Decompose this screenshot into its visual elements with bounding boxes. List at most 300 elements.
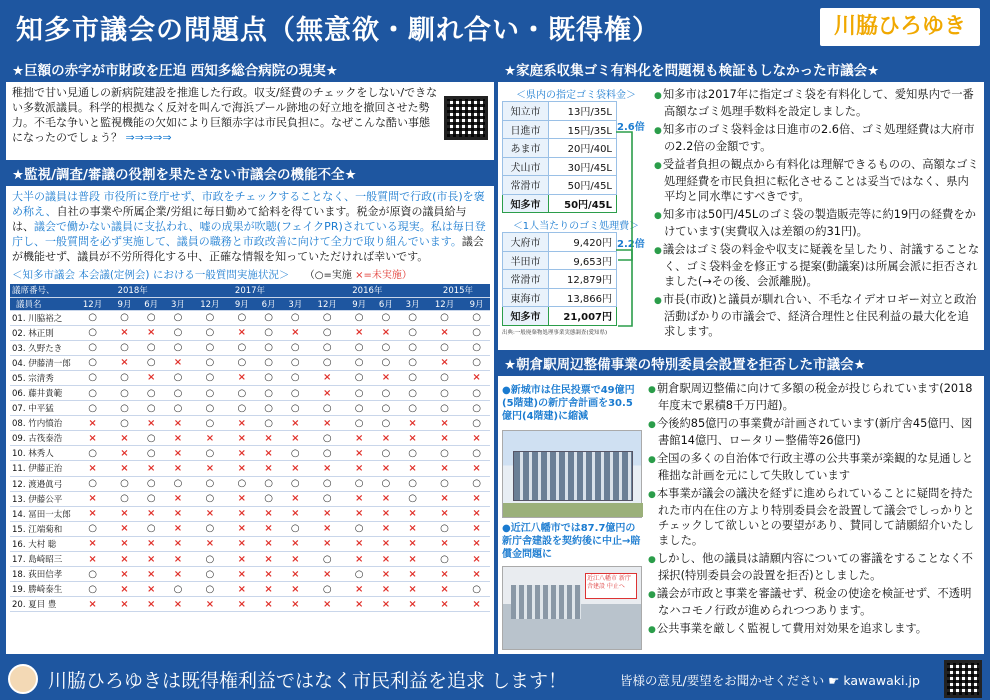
hospital-text: 稚拙で甘い見通しの新病院建設を推進した行政。収支/経費のチェックをしない/できない多数派議員。科学的根拠なく反対を叫んで海浜プール跡地の好立地を撤回させた勢力。不毛な争いと監視機能の欠如により巨額赤字は市民負担に。なぜこんな酷い事態になったのでしょう？	[12, 86, 438, 144]
mark-done: ○	[463, 385, 490, 400]
table-year-row	[10, 284, 490, 297]
mark-not-done: ×	[309, 597, 346, 612]
mark-done: ○	[463, 340, 490, 355]
bullet-item: ● 知多市のゴミ袋料金は日進市の2.6倍、ゴミ処理経費は大府市の2.2倍の金額です。	[654, 122, 980, 154]
mark-done: ○	[426, 476, 463, 491]
mark-not-done: ×	[255, 521, 282, 536]
section-garbage	[498, 60, 984, 350]
mark-done: ○	[255, 385, 282, 400]
mark-done: ○	[463, 582, 490, 597]
mark-not-done: ×	[138, 370, 165, 385]
section-station-title: ★朝倉駅周辺整備事業の特別委員会設置を拒否した市議会★	[498, 354, 984, 376]
price-value: 15円/35L	[549, 120, 617, 139]
mark-done: ○	[282, 355, 309, 370]
mark-done: ○	[309, 401, 346, 416]
mark-not-done: ×	[138, 506, 165, 521]
mark-not-done: ×	[463, 552, 490, 567]
mark-done: ○	[165, 310, 192, 325]
mark-not-done: ×	[426, 567, 463, 582]
year-header: 2018年	[74, 284, 191, 297]
mark-not-done: ×	[165, 355, 192, 370]
member-name: 06. 藤井貴範	[10, 385, 74, 400]
member-name: 03. 久野たき	[10, 340, 74, 355]
bullet-item: ● 市長(市政)と議員が馴れ合い、不毛なイデオロギー対立と政治活動ばかりの市議会で、経済合理性と住民利益の最大化を追求します。	[654, 292, 980, 339]
section-council	[6, 164, 494, 654]
mark-done: ○	[191, 325, 228, 340]
mark-done: ○	[191, 446, 228, 461]
mark-not-done: ×	[228, 552, 255, 567]
mark-not-done: ×	[463, 370, 490, 385]
mark-done: ○	[309, 325, 346, 340]
mark-done: ○	[228, 340, 255, 355]
member-name: 09. 古筏泰浩	[10, 431, 74, 446]
table-row	[10, 325, 490, 340]
mark-done: ○	[346, 310, 373, 325]
city-name: 東海市	[503, 288, 549, 307]
mark-done: ○	[138, 355, 165, 370]
bullet-item: ● 朝倉駅周辺整備に向けて多額の税金が投じられています(2018年度末で累積8千万円超)。	[648, 381, 980, 413]
footer-slogan: 川脇ひろゆきは既得権利益ではなく市民利益を追求 します！	[48, 670, 568, 692]
mark-done: ○	[138, 476, 165, 491]
year-header: 2017年	[191, 284, 308, 297]
mark-not-done: ×	[426, 491, 463, 506]
mark-not-done: ×	[111, 521, 138, 536]
mark-not-done: ×	[138, 416, 165, 431]
mark-done: ○	[191, 521, 228, 536]
mark-done: ○	[346, 340, 373, 355]
mark-not-done: ×	[373, 552, 400, 567]
mark-done: ○	[255, 310, 282, 325]
mark-done: ○	[74, 567, 111, 582]
mark-not-done: ×	[228, 446, 255, 461]
mark-done: ○	[228, 476, 255, 491]
table-caption	[6, 264, 494, 284]
garbage-bullets	[654, 87, 980, 342]
mark-done: ○	[346, 416, 373, 431]
mark-not-done: ×	[309, 416, 346, 431]
table-row	[10, 370, 490, 385]
mark-not-done: ×	[346, 491, 373, 506]
mark-not-done: ×	[282, 506, 309, 521]
mark-not-done: ×	[282, 536, 309, 551]
mark-done: ○	[74, 401, 111, 416]
mark-done: ○	[138, 310, 165, 325]
mark-not-done: ×	[165, 536, 192, 551]
mark-done: ○	[111, 416, 138, 431]
mark-not-done: ×	[255, 431, 282, 446]
mark-not-done: ×	[426, 506, 463, 521]
bullet-item: ● しかし、他の議員は請願内容についての審議をすることなく不採択(特別委員会の設置を拒否)としました。	[648, 551, 980, 583]
table-row	[10, 506, 490, 521]
mark-not-done: ×	[346, 552, 373, 567]
fee-row	[503, 270, 617, 289]
bullet-item: ● 議会が市政と事業を審議せず、税金の使途を検証せず、不透明なハコモノ行政が進められつつあります。	[648, 586, 980, 618]
fee-table-title: ＜県内の指定ゴミ袋料金＞	[516, 90, 636, 101]
mark-done: ○	[74, 521, 111, 536]
table-row	[10, 446, 490, 461]
mark-done: ○	[309, 582, 346, 597]
month-header: 9月	[228, 297, 255, 310]
fee-row	[503, 120, 617, 139]
mark-not-done: ×	[282, 582, 309, 597]
mark-done: ○	[191, 476, 228, 491]
mark-done: ○	[399, 370, 426, 385]
mark-not-done: ×	[282, 552, 309, 567]
mark-done: ○	[255, 340, 282, 355]
year-header: 2016年	[309, 284, 426, 297]
member-name: 11. 伊藤正治	[10, 461, 74, 476]
mark-done: ○	[373, 355, 400, 370]
mark-done: ○	[138, 385, 165, 400]
mark-done: ○	[74, 476, 111, 491]
mark-done: ○	[111, 370, 138, 385]
station-bullets	[648, 381, 980, 641]
mark-done: ○	[282, 476, 309, 491]
mark-not-done: ×	[228, 431, 255, 446]
mark-not-done: ×	[255, 506, 282, 521]
mark-not-done: ×	[309, 506, 346, 521]
mark-not-done: ×	[282, 416, 309, 431]
mark-not-done: ×	[165, 416, 192, 431]
fee-row	[503, 233, 617, 252]
mark-done: ○	[111, 401, 138, 416]
bag-fee-table	[502, 101, 617, 213]
mark-not-done: ×	[373, 536, 400, 551]
bullet-item: ● 受益者負担の観点から有料化は理解できるものの、高額なゴミ処理経費を市民負担に転化させることは妥当ではなく、県内平均と同水準にすべきです。	[654, 157, 980, 204]
source-note: 出典:一般廃棄物処理事業実態調査(愛知県)	[502, 329, 608, 336]
mark-not-done: ×	[191, 506, 228, 521]
mark-not-done: ×	[463, 461, 490, 476]
table-row	[10, 521, 490, 536]
mark-done: ○	[74, 355, 111, 370]
omihachiman-caption: ●近江八幡市では87.7億円の新庁舎建設を契約後に中止→賠償金問題に	[502, 523, 641, 560]
mark-not-done: ×	[426, 431, 463, 446]
bullet-item: ● 本事業が議会の議決を経ずに進められていることに疑問を持たれた市内在住の方より特別委員会を設置して議会でしっかりとチェックして欲しいとの要望があり、賛同して請願紹介いたしました。	[648, 486, 980, 548]
member-name: 08. 竹内憤治	[10, 416, 74, 431]
mark-done: ○	[399, 476, 426, 491]
month-header: 6月	[255, 297, 282, 310]
cost-table-title: ＜1人当たりのゴミ処理費＞	[512, 221, 640, 232]
city-name: あま市	[503, 139, 549, 158]
footer	[0, 658, 990, 700]
mark-not-done: ×	[255, 552, 282, 567]
mark-not-done: ×	[228, 521, 255, 536]
mark-not-done: ×	[373, 521, 400, 536]
mark-done: ○	[373, 476, 400, 491]
city-name: 知立市	[503, 102, 549, 121]
price-value: 9,653円	[549, 251, 617, 270]
mark-not-done: ×	[399, 431, 426, 446]
mark-not-done: ×	[373, 597, 400, 612]
mark-not-done: ×	[228, 582, 255, 597]
mark-not-done: ×	[111, 325, 138, 340]
mark-done: ○	[165, 476, 192, 491]
mark-not-done: ×	[255, 582, 282, 597]
mark-done: ○	[282, 340, 309, 355]
table-row	[10, 310, 490, 325]
mark-done: ○	[346, 521, 373, 536]
mark-done: ○	[426, 370, 463, 385]
bullet-item: ● 議会はゴミ袋の料金や収支に疑義を呈したり、討議することなく、ゴミ袋料金を修正する提案(動議案)は所属会派に拒否されました(→その後、会派離脱)。	[654, 242, 980, 289]
mark-done: ○	[111, 340, 138, 355]
mark-done: ○	[282, 385, 309, 400]
mark-done: ○	[255, 355, 282, 370]
mark-not-done: ×	[165, 521, 192, 536]
price-value: 21,007円	[549, 307, 617, 326]
mark-not-done: ×	[373, 461, 400, 476]
mark-not-done: ×	[228, 597, 255, 612]
mark-done: ○	[309, 431, 346, 446]
mark-not-done: ×	[228, 567, 255, 582]
mark-done: ○	[165, 325, 192, 340]
bullet-item: ● 今後約85億円の事業費が計画されています(新庁舎45億円、図書館14億円、ロータリー整備等26億円)	[648, 416, 980, 448]
mark-not-done: ×	[228, 461, 255, 476]
month-header: 12月	[309, 297, 346, 310]
mark-not-done: ×	[165, 567, 192, 582]
mark-done: ○	[399, 355, 426, 370]
mark-done: ○	[228, 355, 255, 370]
qr-code-icon[interactable]	[444, 96, 488, 140]
mark-not-done: ×	[373, 582, 400, 597]
mark-not-done: ×	[282, 567, 309, 582]
footer-contact-link[interactable]: 皆様の意見/要望をお聞かせください ☛ kawawaki.jp	[620, 673, 920, 688]
mark-done: ○	[399, 340, 426, 355]
mark-done: ○	[426, 552, 463, 567]
page-title: 知多市議会の問題点（無意欲・馴れ合い・既得権）	[16, 15, 660, 46]
mark-not-done: ×	[399, 461, 426, 476]
brand-logo: 川脇ひろゆき	[820, 8, 980, 46]
mark-done: ○	[309, 491, 346, 506]
city-name: 知多市	[503, 194, 549, 213]
mark-not-done: ×	[138, 597, 165, 612]
mark-done: ○	[346, 385, 373, 400]
city-name: 犬山市	[503, 157, 549, 176]
mark-not-done: ×	[255, 597, 282, 612]
mark-done: ○	[138, 340, 165, 355]
mark-done: ○	[191, 355, 228, 370]
mark-not-done: ×	[346, 582, 373, 597]
mark-not-done: ×	[426, 597, 463, 612]
mark-not-done: ×	[399, 536, 426, 551]
mark-done: ○	[426, 521, 463, 536]
fee-row	[503, 194, 617, 213]
mark-not-done: ×	[346, 536, 373, 551]
mark-done: ○	[399, 491, 426, 506]
mark-done: ○	[191, 567, 228, 582]
city-name: 大府市	[503, 233, 549, 252]
mark-done: ○	[255, 416, 282, 431]
mark-done: ○	[228, 310, 255, 325]
mark-not-done: ×	[191, 461, 228, 476]
mark-done: ○	[191, 416, 228, 431]
mark-not-done: ×	[111, 506, 138, 521]
mark-done: ○	[111, 310, 138, 325]
mark-done: ○	[463, 355, 490, 370]
member-name: 14. 冨田一太郎	[10, 506, 74, 521]
ratio-2-6: 2.6倍	[617, 122, 645, 133]
mark-done: ○	[138, 491, 165, 506]
mark-done: ○	[309, 355, 346, 370]
mark-done: ○	[282, 521, 309, 536]
mark-done: ○	[373, 446, 400, 461]
table-row	[10, 597, 490, 612]
mark-not-done: ×	[165, 597, 192, 612]
mark-done: ○	[191, 385, 228, 400]
mark-not-done: ×	[74, 597, 111, 612]
mark-not-done: ×	[426, 461, 463, 476]
mark-not-done: ×	[111, 355, 138, 370]
mark-not-done: ×	[426, 416, 463, 431]
mark-done: ○	[309, 340, 346, 355]
header	[0, 0, 990, 54]
mark-done: ○	[74, 370, 111, 385]
mark-done: ○	[165, 370, 192, 385]
mark-done: ○	[138, 521, 165, 536]
mark-done: ○	[255, 325, 282, 340]
month-header: 12月	[426, 297, 463, 310]
mark-done: ○	[426, 310, 463, 325]
member-name: 19. 勝崎泰生	[10, 582, 74, 597]
month-header: 9月	[111, 297, 138, 310]
mark-not-done: ×	[346, 431, 373, 446]
council-text-3: 議会で働かない議員に支払われ、嘘の成果が吹聴(フェイクPR)されている現実。私は毎日登庁し、一般質問を必ず実施して、議員の職務と市政改善に向けて全力で取り組んでいます。	[12, 220, 486, 248]
member-name: 04. 伊藤清一郎	[10, 355, 74, 370]
mark-not-done: ×	[426, 355, 463, 370]
table-row	[10, 431, 490, 446]
member-name: 16. 大村 聡	[10, 536, 74, 551]
mark-done: ○	[373, 401, 400, 416]
news-overlay-text: 近江八幡市 新庁舎建設 中止へ	[585, 573, 637, 599]
mark-not-done: ×	[228, 491, 255, 506]
fee-row	[503, 176, 617, 195]
col-header-seat: 議席番号、	[10, 284, 74, 297]
mark-not-done: ×	[373, 431, 400, 446]
city-name: 常滑市	[503, 270, 549, 289]
month-header: 9月	[346, 297, 373, 310]
mark-done: ○	[463, 310, 490, 325]
mark-done: ○	[74, 340, 111, 355]
council-text-4: 議会が機能せず、議員が不労所得化する中、正確な情報を知っていただければ幸いです。	[12, 235, 484, 263]
mark-not-done: ×	[111, 597, 138, 612]
mark-done: ○	[282, 310, 309, 325]
fee-row	[503, 139, 617, 158]
member-name: 15. 江端菊和	[10, 521, 74, 536]
mark-done: ○	[346, 355, 373, 370]
section-hospital	[6, 60, 494, 160]
attendance-table-wrap	[6, 284, 494, 612]
member-name: 20. 夏目 豊	[10, 597, 74, 612]
mark-not-done: ×	[111, 431, 138, 446]
mark-not-done: ×	[399, 552, 426, 567]
price-value: 12,879円	[549, 270, 617, 289]
mark-done: ○	[346, 401, 373, 416]
mark-not-done: ×	[165, 506, 192, 521]
bullet-item: ● 全国の多くの自治体で行政主導の公共事業が楽観的な見通しと稚拙な計画を元にして失敗しています	[648, 451, 980, 483]
mark-not-done: ×	[399, 597, 426, 612]
mark-not-done: ×	[191, 536, 228, 551]
mark-done: ○	[346, 370, 373, 385]
mark-done: ○	[138, 446, 165, 461]
month-header: 3月	[399, 297, 426, 310]
table-row	[10, 476, 490, 491]
mark-not-done: ×	[74, 416, 111, 431]
section-hospital-title: ★巨額の赤字が市財政を圧迫 西知多総合病院の現実★	[6, 60, 494, 82]
mark-done: ○	[191, 582, 228, 597]
month-header: 6月	[373, 297, 400, 310]
table-row	[10, 340, 490, 355]
mark-not-done: ×	[74, 552, 111, 567]
mark-done: ○	[309, 446, 346, 461]
mark-not-done: ×	[165, 491, 192, 506]
table-title: ＜知多市議会 本会議(定例会) における一般質問実施状況＞	[12, 269, 290, 281]
mark-not-done: ×	[228, 416, 255, 431]
mark-done: ○	[463, 401, 490, 416]
mark-not-done: ×	[399, 416, 426, 431]
member-name: 01. 川脇裕之	[10, 310, 74, 325]
mark-not-done: ×	[255, 446, 282, 461]
mark-done: ○	[255, 370, 282, 385]
mark-not-done: ×	[228, 536, 255, 551]
member-name: 05. 宗清秀	[10, 370, 74, 385]
price-value: 9,420円	[549, 233, 617, 252]
section-council-title: ★監視/調査/審議の役割を果たさない市議会の機能不全★	[6, 164, 494, 186]
member-name: 12. 渡邉眞弓	[10, 476, 74, 491]
mark-not-done: ×	[111, 536, 138, 551]
mark-not-done: ×	[111, 567, 138, 582]
mark-not-done: ×	[373, 325, 400, 340]
mark-done: ○	[255, 491, 282, 506]
comparison-brackets	[616, 120, 644, 350]
mark-done: ○	[228, 401, 255, 416]
city-name: 知多市	[503, 307, 549, 326]
table-row	[10, 536, 490, 551]
mark-not-done: ×	[74, 431, 111, 446]
table-row	[10, 385, 490, 400]
mark-done: ○	[309, 476, 346, 491]
table-row	[10, 567, 490, 582]
mark-done: ○	[191, 401, 228, 416]
mark-not-done: ×	[309, 536, 346, 551]
price-value: 13,866円	[549, 288, 617, 307]
mark-done: ○	[282, 446, 309, 461]
mark-done: ○	[309, 310, 346, 325]
mark-not-done: ×	[255, 536, 282, 551]
mark-not-done: ×	[346, 446, 373, 461]
footer-qr-code-icon[interactable]	[944, 660, 982, 698]
mark-done: ○	[191, 491, 228, 506]
mark-not-done: ×	[165, 552, 192, 567]
mark-done: ○	[74, 310, 111, 325]
mark-done: ○	[74, 582, 111, 597]
city-name: 半田市	[503, 251, 549, 270]
mark-not-done: ×	[111, 461, 138, 476]
mark-done: ○	[346, 476, 373, 491]
mark-done: ○	[346, 567, 373, 582]
price-value: 30円/45L	[549, 157, 617, 176]
mark-not-done: ×	[463, 536, 490, 551]
mark-not-done: ×	[463, 491, 490, 506]
mark-not-done: ×	[74, 506, 111, 521]
mark-not-done: ×	[191, 431, 228, 446]
mark-done: ○	[191, 552, 228, 567]
omihachiman-news-image	[502, 566, 642, 650]
council-text-2: 自社の事業や所属企業/労組に毎日勤めて給料を得ています。税金が原資の議員給与は、	[12, 205, 467, 233]
mark-not-done: ×	[191, 597, 228, 612]
mark-not-done: ×	[228, 325, 255, 340]
member-name: 07. 中平猛	[10, 401, 74, 416]
mark-done: ○	[463, 476, 490, 491]
month-header: 9月	[463, 297, 490, 310]
